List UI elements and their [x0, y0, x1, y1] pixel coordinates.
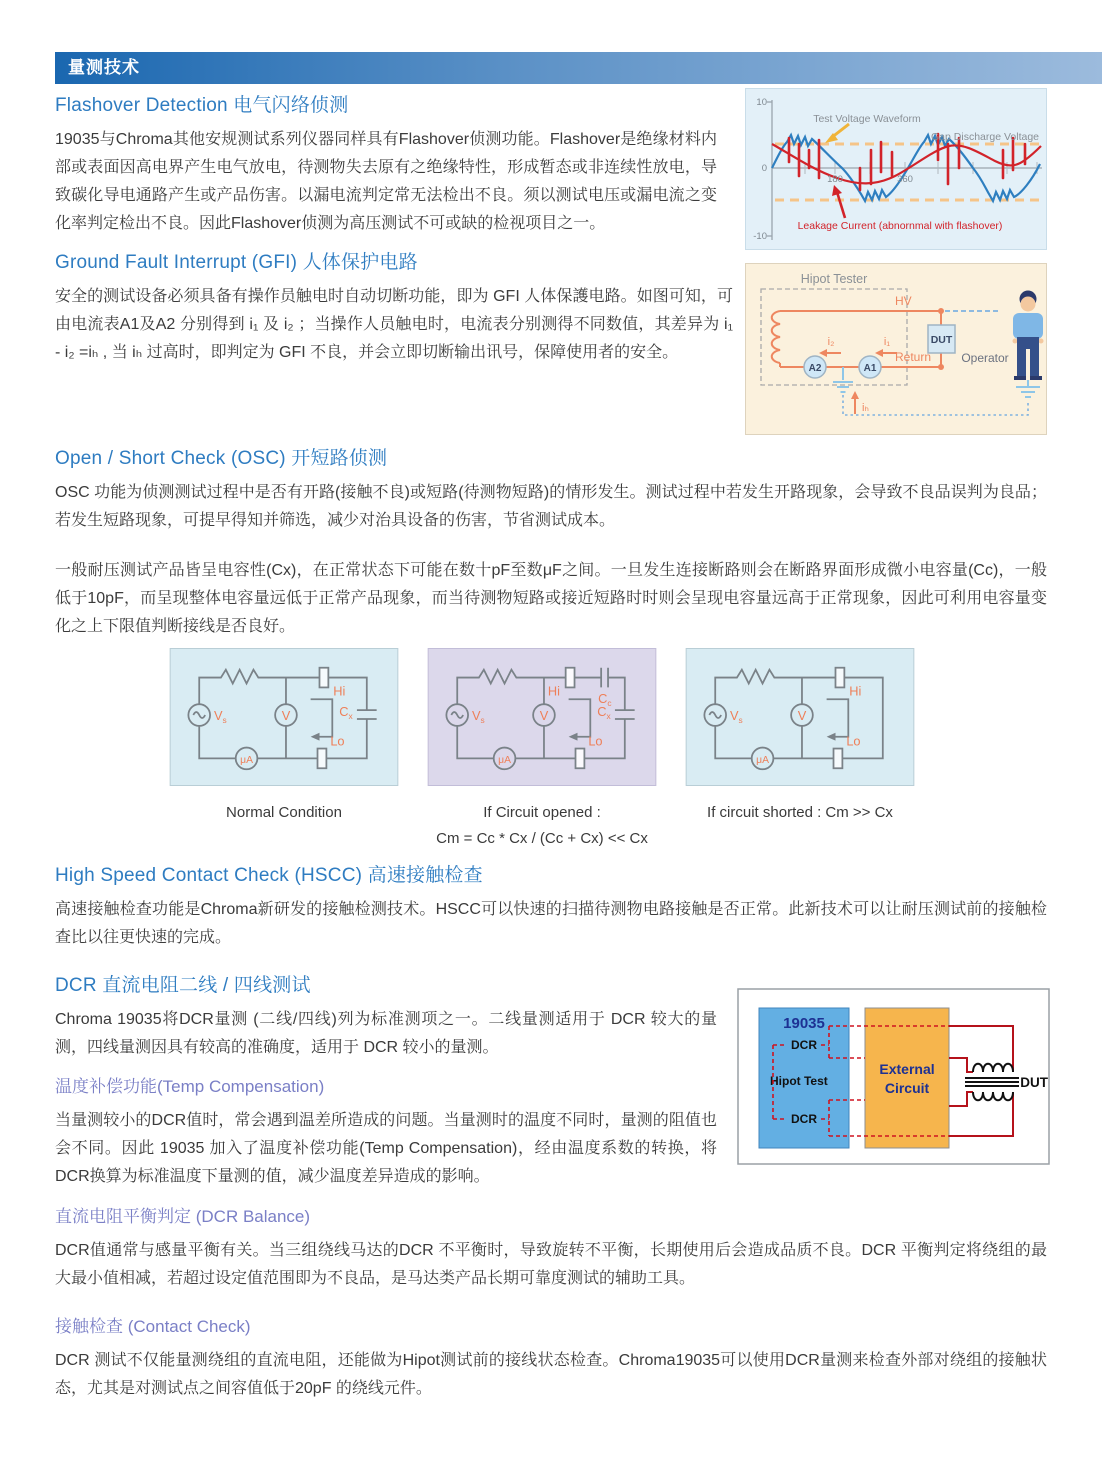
section-gfi	[55, 247, 733, 367]
y-axis-zero-label: 0	[761, 163, 767, 174]
lo-label: Lo	[330, 733, 345, 749]
cx-label: $C_x$	[597, 704, 611, 721]
vs-label: $V_s$	[730, 707, 743, 725]
y-axis-max-label: 10	[756, 97, 767, 108]
flashover-title: Flashover Detection 电气闪络侦测	[55, 95, 349, 116]
hscc-title: High Speed Contact Check (HSCC) 高速接触检查	[55, 865, 483, 886]
operator-label: Operator	[961, 351, 1009, 365]
circuit-opened-diagram	[426, 648, 658, 786]
gfi-body: 安全的测试设备必须具备有操作员触电时自动切断功能，即为 GFI 人体保護电路。如图可知，可由电流表A1及A2 分别得到 i₁ 及 i₂ ；当操作人员触电时，电流表分别测得不同数值，其差异为 i₁ - i₂ =iₕ , 当 iₕ 过高时，即判定为 GFI 不良，并会立即切断输出讯号，保障使用者的安全。	[55, 288, 733, 361]
osc-figure-shorted	[684, 648, 916, 851]
section-flashover	[55, 90, 717, 238]
diagram-background	[746, 264, 1047, 435]
dut-label: DUT	[930, 334, 953, 346]
lo-label: Lo	[588, 733, 603, 749]
figure-flashover-waveform	[745, 88, 1047, 255]
caption-normal: Normal Condition	[226, 804, 342, 821]
dcr-top-label: DCR	[791, 1038, 817, 1052]
hipot-tester-label: Hipot Tester	[800, 272, 868, 286]
cx-label: $C_x$	[339, 704, 353, 721]
x-axis-360-label: 360	[897, 174, 913, 185]
balance-body: DCR值通常与感量平衡有关。当三组绕线马达的DCR 不平衡时，导致旋转不平衡，长期使用后会造成品质不良。DCR 平衡判定将绕组的最大最小值相减，若超过设定值范围即为不良品，是马达类产品长期可靠度测试的辅助工具。	[55, 1242, 1047, 1287]
section-contact-check	[55, 1312, 1047, 1403]
section-osc	[55, 443, 1047, 641]
leakage-current-label: Leakage Current (abnornmal with flashover)	[797, 220, 1003, 232]
hi-label: Hi	[547, 683, 561, 699]
external-label-line1: External	[879, 1061, 935, 1077]
section-hscc	[55, 860, 1047, 952]
osc-circuit-figures	[168, 648, 916, 851]
i2-label: i₂	[827, 336, 835, 348]
gap-discharge-label: Gap Discharge Voltage	[931, 131, 1039, 143]
gfi-circuit-diagram	[745, 263, 1047, 435]
temp-body: 当量测较小的DCR值时，常会遇到温差所造成的问题。当量测时的温度不同时，量测的阻值也会不同。因此 19035 加入了温度补偿功能(Temp Compensation)，经由温度系数的转换，将DCR换算为标准温度下量测的值，减少温度差异造成的影响。	[55, 1112, 717, 1185]
flashover-body: 19035与Chroma其他安规测试系列仪器同样具有Flashover侦测功能。Flashover是绝缘材料内部或表面因高电界产生电气放电，待测物失去原有之绝缘特性，形成暂态或非连续性放电，导致碳化导电通路产生或产品伤害。以漏电流判定常无法检出不良。须以测试电压或漏电流之变化率判定检出不良。因此Flashover侦测为高压测试不可或缺的检视项目之一。	[55, 131, 717, 232]
figure-gfi-diagram	[745, 263, 1047, 440]
hi-label: Hi	[849, 683, 862, 699]
ih-label: iₕ	[862, 402, 869, 414]
voltmeter-label: V	[539, 707, 549, 723]
return-label: Return	[895, 350, 932, 364]
hscc-body: 高速接触检查功能是Chroma新研发的接触检测技术。HSCC可以快速的扫描待测物电路接触是否正常。此新技术可以让耐压测试前的接触检查比以往更快速的完成。	[55, 901, 1047, 946]
temp-title: 温度补偿功能(Temp Compensation)	[55, 1077, 325, 1096]
i1-label: i₁	[883, 336, 891, 348]
contact-title: 接触检查 (Contact Check)	[55, 1317, 251, 1336]
test-voltage-label: Test Voltage Waveform	[813, 113, 921, 125]
operator-pants	[1017, 337, 1039, 349]
dcr-title: DCR 直流电阻二线 / 四线测试	[55, 975, 311, 996]
microammeter-label: μA	[756, 754, 769, 766]
balance-title: 直流电阻平衡判定 (DCR Balance)	[55, 1207, 311, 1226]
section-dcr-balance	[55, 1202, 1047, 1293]
cc-label: $C_c$	[598, 691, 612, 709]
y-axis-min-label: -10	[753, 231, 767, 242]
dcr-bottom-label: DCR	[791, 1112, 817, 1126]
osc-figure-opened	[426, 648, 658, 851]
dcr-block-diagram	[737, 988, 1050, 1165]
a2-label: A2	[808, 363, 822, 374]
return-node	[938, 364, 944, 370]
section-temp-compensation	[55, 1072, 717, 1191]
voltmeter-label: V	[281, 707, 291, 723]
dut-label: DUT	[1020, 1075, 1048, 1090]
normal-condition-circuit	[168, 648, 400, 786]
caption-opened-line1: If Circuit opened :	[483, 804, 601, 821]
hv-node	[938, 308, 944, 314]
hv-label: HV	[895, 294, 912, 308]
osc-title: Open / Short Check (OSC) 开短路侦测	[55, 448, 388, 469]
microammeter-label: μA	[498, 754, 511, 766]
osc-figure-normal	[168, 648, 400, 851]
section-header-title: 量测技术	[68, 58, 140, 77]
microammeter-label: μA	[240, 754, 253, 766]
x-axis-180-label: 180	[827, 174, 843, 185]
vs-label: $V_s$	[472, 707, 485, 725]
model-label: 19035	[783, 1015, 825, 1032]
circuit-shorted-diagram	[684, 648, 916, 786]
contact-body: DCR 测试不仅能量测绕组的直流电阻，还能做为Hipot测试前的接线状态检查。Chroma19035可以使用DCR量测来检查外部对绕组的接触状态，尤其是对测试点之间容值低于20pF 的绕线元件。	[55, 1352, 1047, 1397]
flashover-waveform-chart	[745, 88, 1047, 250]
operator-shirt	[1013, 313, 1043, 339]
figure-dcr-diagram	[737, 988, 1050, 1170]
lo-label: Lo	[846, 733, 861, 749]
vs-label: $V_s$	[214, 707, 227, 725]
a1-label: A1	[863, 363, 877, 374]
hipot-test-label: Hipot Test	[770, 1074, 828, 1088]
external-circuit-box	[865, 1008, 949, 1148]
operator-head	[1021, 297, 1036, 312]
osc-body-2: 一般耐压测试产品皆呈电容性(Cx)，在正常状态下可能在数十pF至数μF之间。一旦发生连接断路则会在断路界面形成微小电容量(Cc)，一般低于10pF，而呈现整体电容量远低于正常产品现象，而当待测物短路或接近短路时时则会呈现电容量远高于正常现象，因此可利用电容量变化之上下限值判断接线是否良好。	[55, 562, 1047, 635]
voltmeter-label: V	[797, 707, 807, 723]
section-header-bar	[55, 52, 1102, 84]
section-dcr	[55, 970, 717, 1062]
external-label-line2: Circuit	[884, 1080, 930, 1096]
gfi-title: Ground Fault Interrupt (GFI) 人体保护电路	[55, 252, 418, 273]
osc-body-1: OSC 功能为侦测测试过程中是否有开路(接触不良)或短路(待测物短路)的情形发生。测试过程中若发生开路现象，会导致不良品误判为良品；若发生短路现象，可提早得知并筛选，减少对治具设备的伤害，节省测试成本。	[55, 484, 1047, 529]
caption-shorted: If circuit shorted : Cm >> Cx	[707, 804, 893, 821]
hi-label: Hi	[333, 683, 346, 699]
caption-opened-line2: Cm = Cc * Cx / (Cc + Cx) << Cx	[436, 830, 648, 847]
dcr-body: Chroma 19035将DCR量测 (二线/四线)列为标准测项之一。二线量测适用于 DCR 较大的量测，四线量测因具有较高的准确度，适用于 DCR 较小的量测。	[55, 1011, 717, 1056]
